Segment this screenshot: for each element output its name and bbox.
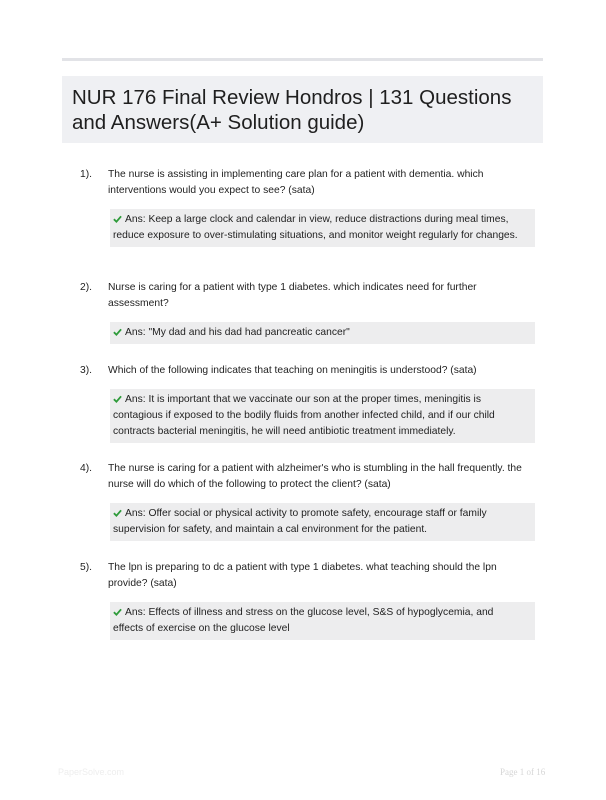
question-text: The nurse is assisting in implementing care plan for a patient with dementia. which interventions would you expect to see? (sata)	[108, 169, 484, 196]
question-number: 2).	[80, 282, 93, 293]
answer-box	[110, 322, 535, 344]
checkmark-icon	[113, 395, 122, 403]
footer-watermark: PaperSolve.com	[58, 767, 125, 777]
question-number: 3).	[80, 365, 93, 376]
answer-box	[110, 602, 535, 640]
question-row	[80, 560, 535, 592]
answer-text: Ans: Offer social or physical activity to promote safety, encourage staff or family supervision for safety, and maintain a cal environment for the patient.	[113, 508, 487, 535]
checkmark-icon	[113, 215, 122, 223]
qa-item	[80, 280, 535, 344]
answer-box	[110, 209, 535, 247]
question-row	[80, 461, 535, 493]
qa-item	[80, 560, 535, 640]
question-row	[80, 280, 535, 312]
qa-item	[80, 461, 535, 541]
checkmark-icon	[113, 509, 122, 517]
qa-item	[80, 167, 535, 247]
question-row	[80, 363, 535, 379]
answer-text: Ans: Keep a large clock and calendar in view, reduce distractions during meal times, reduce exposure to over-stimulating situations, and monitor weight regularly for changes.	[113, 214, 518, 241]
answer-box	[110, 503, 535, 541]
qa-item	[80, 363, 535, 443]
question-number: 4).	[80, 463, 93, 474]
checkmark-icon	[113, 608, 122, 616]
page-title: NUR 176 Final Review Hondros | 131 Questions and Answers(A+ Solution guide)	[72, 86, 512, 134]
question-text: The nurse is caring for a patient with alzheimer's who is stumbling in the hall frequently. the nurse will do which of the following to protect the client? (sata)	[108, 463, 522, 490]
title-box	[62, 76, 543, 143]
question-number: 1).	[80, 169, 93, 180]
answer-text: Ans: "My dad and his dad had pancreatic cancer"	[125, 327, 350, 338]
answer-box	[110, 389, 535, 443]
question-text: Nurse is caring for a patient with type 1 diabetes. which indicates need for further assessment?	[108, 282, 477, 309]
answer-text: Ans: It is important that we vaccinate our son at the proper times, meningitis is contagious if exposed to the bodily fluids from another infected child, and if our child contracts bacterial meningitis, he will need antibiotic treatment immediately.	[113, 394, 495, 437]
checkmark-icon	[113, 328, 122, 336]
top-rule	[62, 58, 543, 61]
question-text: The lpn is preparing to dc a patient with type 1 diabetes. what teaching should the lpn provide? (sata)	[108, 562, 497, 589]
answer-text: Ans: Effects of illness and stress on the glucose level, S&S of hypoglycemia, and effects of exercise on the glucose level	[113, 607, 494, 634]
page-number: Page 1 of 16	[500, 767, 546, 777]
question-number: 5).	[80, 562, 93, 573]
question-row	[80, 167, 535, 199]
question-text: Which of the following indicates that teaching on meningitis is understood? (sata)	[108, 365, 477, 376]
